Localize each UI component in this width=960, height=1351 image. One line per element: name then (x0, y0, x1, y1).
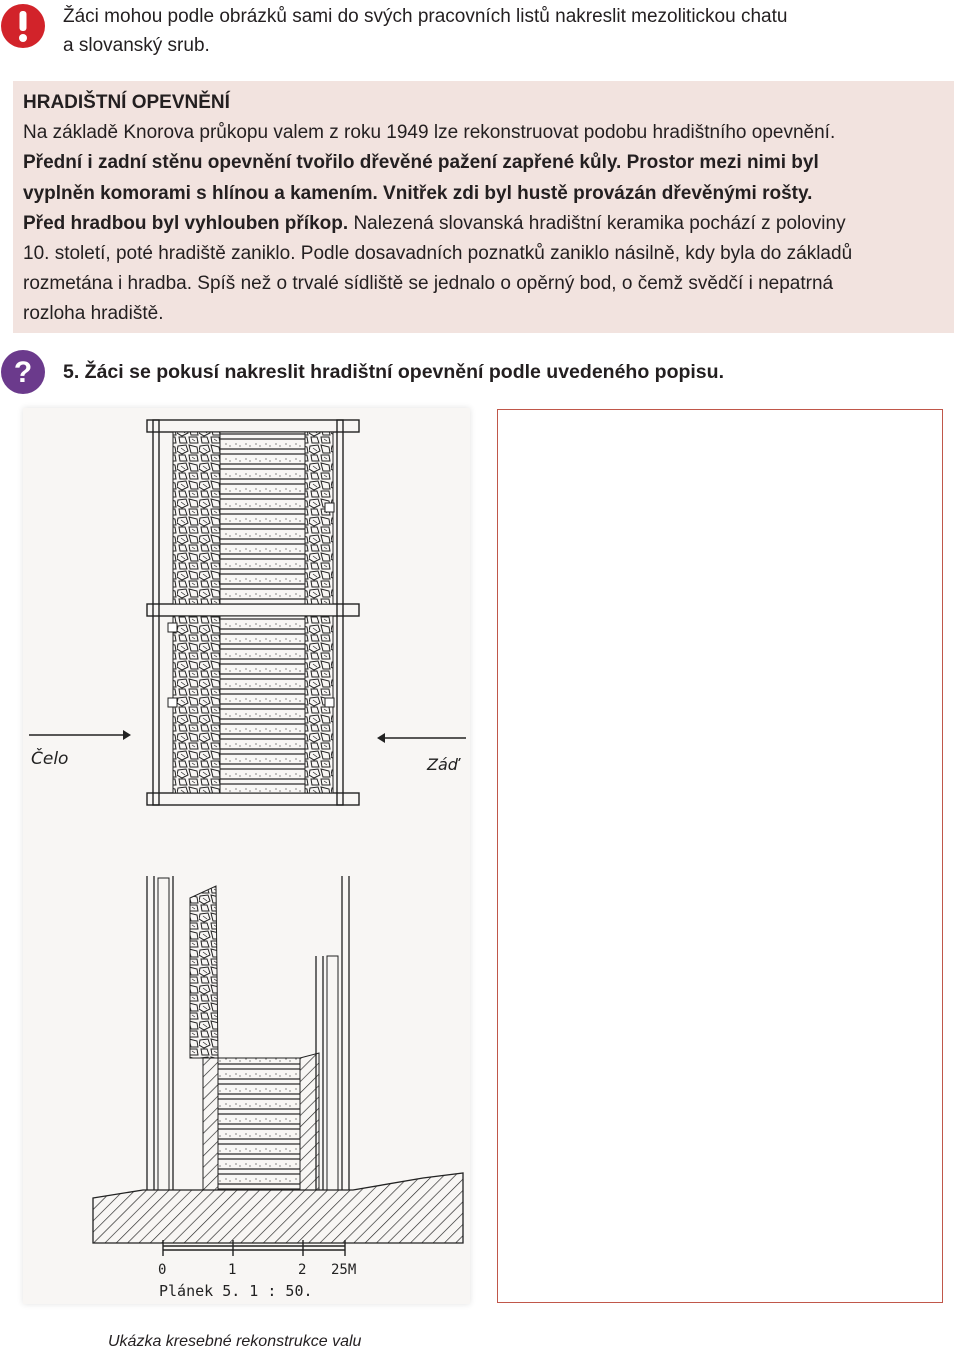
task-text: 5. Žáci se pokusí nakreslit hradištní opevnění podle uvedeného popisu. (63, 361, 724, 383)
svg-text:?: ? (13, 356, 33, 389)
plan-view (147, 420, 359, 805)
info-line (23, 209, 948, 239)
exclamation-icon (0, 3, 46, 49)
question-icon (0, 349, 46, 395)
label-front: Čelo (31, 749, 69, 769)
info-line: 10. století, poté hradiště zaniklo. Podle dosavadních poznatků zaniklo násilně, kdy byla do základů (23, 243, 853, 265)
note-line-1: Žáci mohou podle obrázků sami do svých pracovních listů nakreslit mezolitickou chatu (63, 6, 788, 27)
scale-bar (158, 1240, 356, 1300)
info-line: Na základě Knorova průkopu valem z roku 1949 lze rekonstruovat podobu hradištního opevnění. (23, 122, 836, 144)
intro-note (63, 2, 943, 60)
info-text: Nalezená slovanská hradištní keramika pochází z poloviny (353, 212, 846, 234)
info-line: rozloha hradiště. (23, 303, 164, 325)
info-bold: Před hradbou byl vyhlouben příkop. (23, 212, 349, 234)
info-text: Spíš než o trvalé sídliště se jednalo o opěrný bod, o čemž svědčí i nepatrná (197, 273, 834, 295)
info-text: rozmetána i hradba. (23, 273, 192, 295)
info-heading: HRADIŠTNÍ OPEVNĚNÍ (23, 92, 230, 113)
info-line (23, 269, 948, 299)
label-back: Záď (427, 755, 458, 774)
scale-0: 0 (158, 1262, 167, 1278)
drawing-area[interactable] (497, 409, 943, 1303)
scale-end: 25M (331, 1262, 357, 1278)
info-line: Přední i zadní stěnu opevnění tvořilo dřevěné pažení zapřené kůly. Prostor mezi nimi byl (23, 152, 819, 174)
scale-2: 2 (298, 1262, 307, 1278)
note-line-2: a slovanský srub. (63, 35, 210, 56)
section-view (93, 876, 463, 1243)
info-box (13, 81, 954, 333)
scale-1: 1 (228, 1262, 237, 1278)
info-line: vyplněn komorami s hlínou a kamením. Vnitřek zdi byl hustě provázán dřevěnými rošty. (23, 182, 813, 204)
plan-label: Plánek 5. 1 : 50. (159, 1282, 313, 1300)
figure-caption: Ukázka kresebné rekonstrukce valu (108, 1333, 362, 1350)
rampart-plan-svg (23, 408, 470, 1304)
rampart-drawing (23, 408, 470, 1304)
